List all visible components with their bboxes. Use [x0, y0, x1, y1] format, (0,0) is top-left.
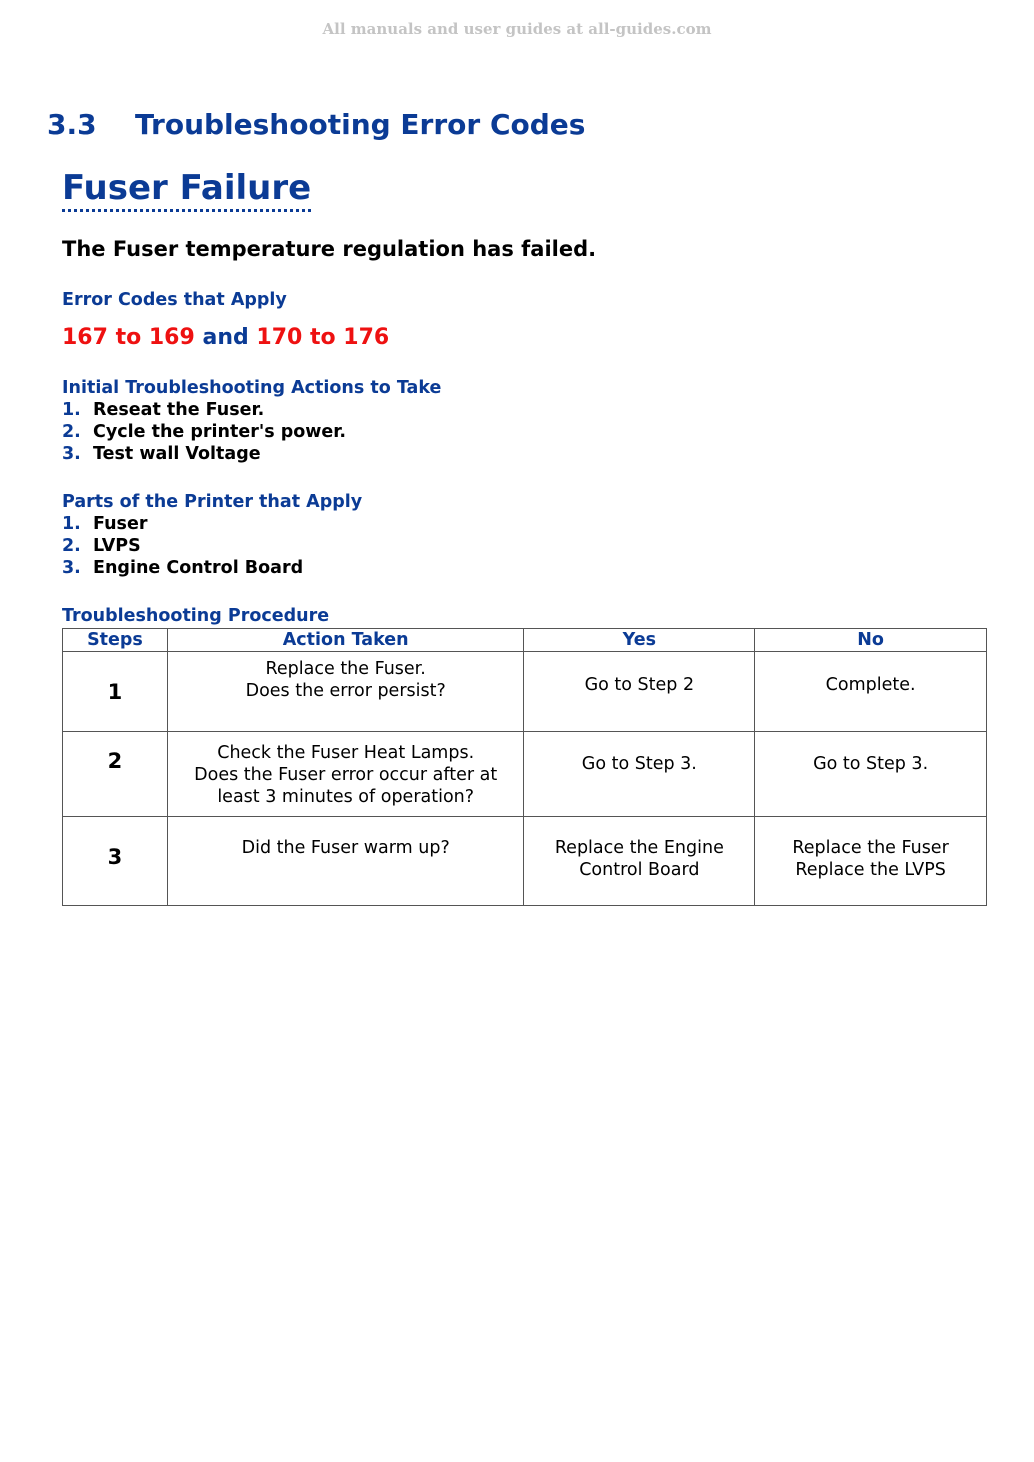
list-item-number: 2. [62, 422, 81, 442]
cell-line: Replace the LVPS [795, 860, 946, 880]
action-cell [167, 732, 524, 817]
header-steps: Steps [63, 629, 168, 652]
list-item-text: Reseat the Fuser. [93, 400, 265, 420]
list-item-text: Engine Control Board [93, 558, 304, 578]
error-code-joiner: and [202, 325, 249, 350]
list-item-number: 2. [62, 536, 81, 556]
cell-line: Check the Fuser Heat Lamps. [217, 743, 475, 763]
error-code-range-1: 167 to 169 [62, 325, 195, 350]
cell-line: Replace the Fuser. [265, 659, 426, 679]
cell-line: Go to Step 3. [581, 754, 697, 774]
cell-line: Does the error persist? [245, 681, 446, 701]
list-item-number: 1. [62, 514, 81, 534]
list-item-text: Test wall Voltage [93, 444, 261, 464]
procedure-label: Troubleshooting Procedure [62, 606, 330, 626]
table-header-row [63, 629, 987, 652]
section-heading [47, 108, 585, 141]
no-cell [755, 652, 987, 732]
cell-line: least 3 minutes of operation? [217, 787, 475, 807]
list-item-number: 1. [62, 400, 81, 420]
page-subtitle: The Fuser temperature regulation has failed. [62, 237, 597, 261]
parts-label: Parts of the Printer that Apply [62, 492, 363, 512]
no-cell [755, 817, 987, 906]
initial-actions-label: Initial Troubleshooting Actions to Take [62, 378, 442, 398]
list-item [62, 513, 303, 535]
list-item-text: LVPS [93, 536, 141, 556]
cell-line: Go to Step 2 [584, 675, 695, 695]
error-codes-value [62, 325, 389, 350]
cell-line: Go to Step 3. [813, 754, 929, 774]
yes-cell [524, 817, 755, 906]
section-number: 3.3 [47, 108, 97, 141]
action-cell [167, 652, 524, 732]
step-number: 1 [63, 652, 168, 732]
table-row [63, 732, 987, 817]
table-row [63, 817, 987, 906]
list-item [62, 557, 303, 579]
table-row [63, 652, 987, 732]
initial-actions-list [62, 399, 346, 465]
cell-line: Complete. [825, 675, 916, 695]
list-item-text: Cycle the printer's power. [93, 422, 347, 442]
list-item-number: 3. [62, 444, 81, 464]
section-title: Troubleshooting Error Codes [135, 108, 586, 141]
action-cell [167, 817, 524, 906]
error-codes-label: Error Codes that Apply [62, 290, 287, 310]
cell-line: Does the Fuser error occur after at [194, 765, 498, 785]
cell-line: Replace the Fuser [792, 838, 949, 858]
list-item-number: 3. [62, 558, 81, 578]
cell-line: Did the Fuser warm up? [241, 838, 450, 858]
header-yes: Yes [524, 629, 755, 652]
list-item [62, 535, 303, 557]
no-cell [755, 732, 987, 817]
page-title: Fuser Failure [62, 168, 311, 212]
header-action: Action Taken [167, 629, 524, 652]
watermark: All manuals and user guides at all-guides.com [322, 20, 712, 38]
step-number: 2 [63, 732, 168, 817]
yes-cell [524, 732, 755, 817]
step-number: 3 [63, 817, 168, 906]
list-item-text: Fuser [93, 514, 148, 534]
cell-line: Control Board [579, 860, 700, 880]
list-item [62, 421, 346, 443]
list-item [62, 443, 346, 465]
yes-cell [524, 652, 755, 732]
parts-list [62, 513, 303, 579]
list-item [62, 399, 346, 421]
error-code-range-2: 170 to 176 [256, 325, 390, 350]
procedure-table [62, 628, 987, 906]
cell-line: Replace the Engine [554, 838, 724, 858]
header-no: No [755, 629, 987, 652]
